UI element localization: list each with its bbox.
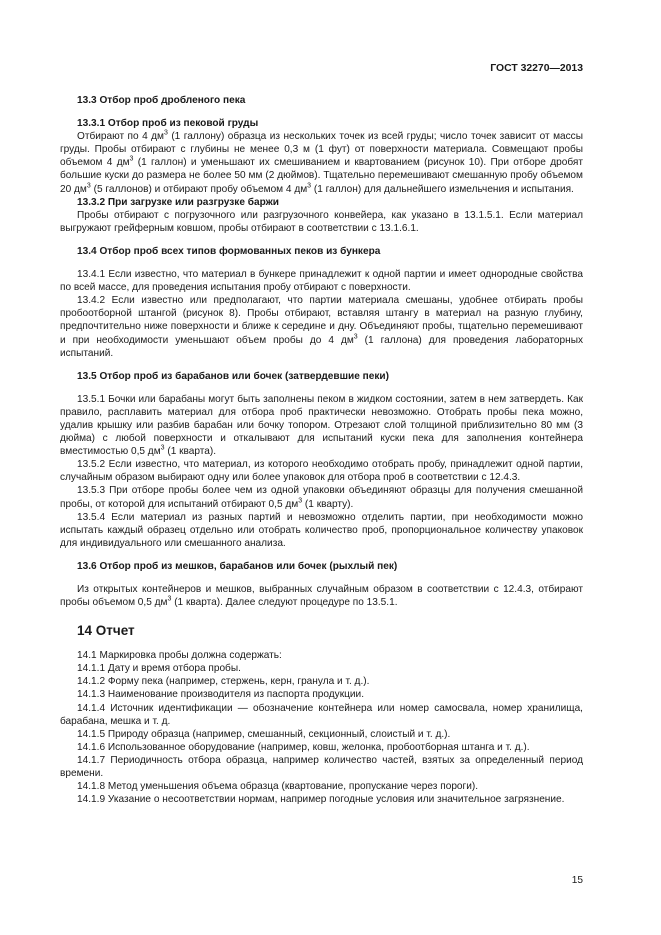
page-content: [60, 94, 583, 806]
section-13-4-1-paragraph: 13.4.1 Если известно, что материал в бункере принадлежит к одной партии и имеет однородные свойства по всей массе, для проведения испытания пробу отбирают с поверхности.: [60, 269, 583, 294]
item-14-1-1: 14.1.1 Дату и время отбора пробы.: [77, 663, 241, 675]
section-13-5-4-paragraph: 13.5.4 Если материал из разных партий и невозможно отделить партии, при необходимости можно испытать каждый образец отдельно или отобрать количество проб, пропорциональное количеству упаковок для индивидуального или смешанного анализа.: [60, 511, 583, 549]
item-14-1-7: 14.1.7 Периодичность отбора образца, например количество частей, взятых за определенный период времени.: [60, 754, 583, 780]
section-13-3-2-paragraph: Пробы отбирают с погрузочного или разгрузочного конвейера, как указано в 13.1.5.1. Если материал выгружают грейферным ковшом, пробы отбирают в соответствии с 13.1.6.1.: [60, 209, 583, 234]
page-number: 15: [571, 875, 583, 886]
section-13-6-paragraph: Из открытых контейнеров и мешков, выбранных случайным образом в соответствии с 12.4.3, отбирают пробы объемом 0,5 $дм^3$ (1 кварта). Далее следуют процедуре по 13.5.1.: [60, 584, 583, 609]
section-13-5-2-paragraph: 13.5.2 Если известно, что материал, из которого необходимо отобрать пробу, принадлежит одной партии, случайным образом выбирают одну или более упаковок для отбора проб в соответствии с 12.4.3.: [60, 459, 583, 484]
section-13-3-heading: 13.3 Отбор проб дробленого пека: [77, 95, 246, 106]
item-14-1-8: 14.1.8 Метод уменьшения объема образца (квартование, пропускание через пороги).: [77, 781, 479, 793]
section-13-4-heading: 13.4 Отбор проб всех типов формованных пеков из бункера: [77, 245, 381, 257]
item-14-1: 14.1 Маркировка пробы должна содержать:: [77, 650, 282, 662]
section-13-3-2-heading: 13.3.2 При загрузке или разгрузке баржи: [77, 196, 279, 208]
item-14-1-9: 14.1.9 Указание о несоответствии нормам, например погодные условия или значительное загрязнение.: [77, 794, 565, 806]
section-13-6-heading: 13.6 Отбор проб из мешков, барабанов или бочек (рыхлый пек): [77, 560, 398, 572]
item-14-1-2: 14.1.2 Форму пека (например, стержень, керн, гранула и т. д.).: [77, 676, 370, 688]
item-14-1-4: 14.1.4 Источник идентификации — обозначение контейнера или номер самосвала, номер хранилища, барабана, мешка и т. д.: [60, 702, 583, 727]
section-13-4-2-paragraph: 13.4.2 Если известно или предполагают, что партии материала смешаны, удобнее отбирать пробы пробоотборной штангой (рисунок 8). Пробы отбирают, вставляя штангу в материал на разную глубину, предпочтительно ниже поверхности и ближе к середине и дну. Объединяют пробы, тщательно перемешивают и при необходимости уменьшают объем пробы до 4 $дм^3$ (1 галлона) для проведения лабораторных испытаний.: [60, 295, 584, 359]
item-14-1-5: 14.1.5 Природу образца (например, смешанный, секционный, слоистый и т. д.).: [77, 728, 451, 740]
document-header: ГОСТ 32270—2013: [490, 63, 583, 74]
chapter-14-heading: 14 Отчет: [77, 623, 135, 639]
section-13-3-1-heading: 13.3.1 Отбор проб из пековой груды: [77, 118, 259, 130]
item-14-1-3: 14.1.3 Наименование производителя из паспорта продукции.: [77, 689, 365, 701]
section-13-5-3-paragraph: 13.5.3 При отборе пробы более чем из одной упаковки объединяют образцы для получения смешанной пробы, от которой для испытаний отбирают 0,5 $дм^3$ (1 кварту).: [60, 485, 583, 510]
section-13-5-1-paragraph: 13.5.1 Бочки или барабаны могут быть заполнены пеком в жидком состоянии, затем в нем затвердеть. Как правило, расплавить материал для отбора проб практически невозможно. Отобрать пробы пека можно, удалив крышку или разбив барабан или бочку топором. Отрезают слой толщиной приблизительно 80 мм (3 дюйма) с любой поверхности и откалывают для испытаний куски пека для заполнения контейнера вместимостью 0,5 $дм^3$ (1 кварта).: [60, 393, 583, 458]
item-14-1-6: 14.1.6 Использованное оборудование (например, ковш, желонка, пробоотборная штанга и т. д.).: [77, 741, 530, 753]
section-13-5-heading: 13.5 Отбор проб из барабанов или бочек (затвердевшие пеки): [77, 370, 389, 382]
section-13-3-1-paragraph: Отбирают по 4 $дм^3$ (1 галлону) образца из нескольких точек из всей груды; число точек зависит от массы груды. Пробы отбирают с глубины не менее 0,3 м (1 фут) от поверхности материала. Совмещают пробы объемом 4 $дм^3$ (1 галлон) и уменьшают их смешиванием и квартованием (рисунок 10). При отборе дробят большие куски до размера не более 50 мм (2 дюймов). Тщательно перемешивают смешанную пробу объемом 20 $дм^3$ (5 галлонов) и отбирают пробу объемом 4 $дм^3$ (1 галлон) для дальнейшего измельчения и испытания.: [60, 129, 583, 195]
